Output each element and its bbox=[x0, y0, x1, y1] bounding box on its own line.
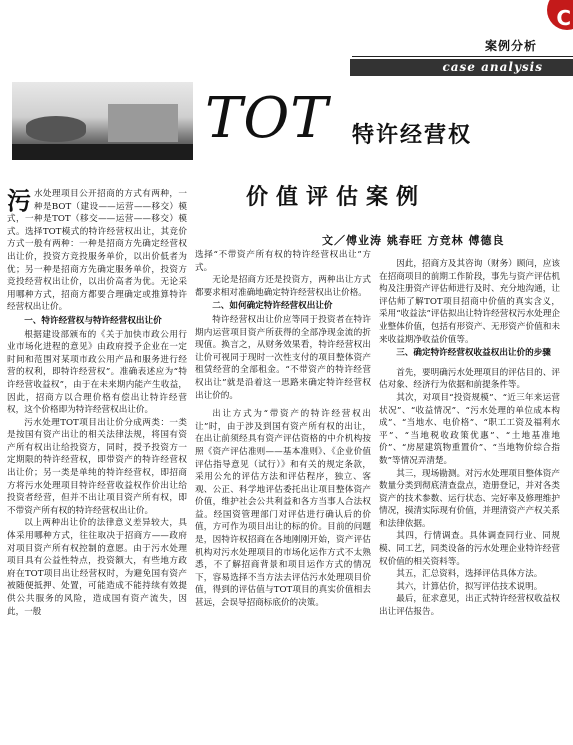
paragraph: 无论是招商方还是投资方，两种出让方式都要求相对准确地确定特许经营权出让价格。 bbox=[195, 275, 371, 298]
paragraph: 根据建设部颁布的《关于加快市政公用行业市场化进程的意见》由政府授予企业在一定时间和范围对某项市政公用产品和服务进行经营的权利，即特许经营权”。准确表述应为“特许经营收益权”，由于在未来期内能产生收益，因此，招商方以合理价格有偿出让特许经营权，这个价格即为特许经营权出让价。 bbox=[7, 329, 187, 416]
paragraph: 水处理项目公开招商的方式有两种，一种是BOT（建设——运营——移交）模式，一种是TOT（移交——运营——移交）模式。选择TOT模式的特许经营权出让，其竞价方式一般有两种：一种是招商方先确定经营权出让价，投资方竞投服务单价，以出价低者为优；另一种是招商方先确定服务单价，投资方竞投经营权出让价，以出价高者为优。无论采用哪种方式，招商方都要合理确定或推算特许经营权出让价。 bbox=[7, 189, 187, 313]
article-title-main: TOT bbox=[205, 86, 329, 151]
section-heading: 一、特许经营权与特许经营权出让价 bbox=[24, 315, 162, 326]
section-rule bbox=[352, 56, 573, 57]
text-column-1 bbox=[7, 188, 187, 618]
section-heading: 二、如何确定特许经营权出让价 bbox=[212, 301, 333, 312]
photo-ground bbox=[12, 144, 193, 160]
paragraph: 其三，现场勘测。对污水处理项目整体资产数量分类到彻底清查盘点，造册登记，并对各类资产的技术参数、运行状态、完好率及修理维护情况，摸清实际现有价值，并理清资产产权关系和法律依据。 bbox=[379, 468, 560, 529]
drop-cap: 污 bbox=[7, 187, 31, 215]
paragraph: 其五，汇总资料，选择评估具体方法。 bbox=[396, 569, 543, 580]
section-label: 案例分析 bbox=[484, 39, 537, 53]
text-column-2 bbox=[195, 249, 371, 610]
paragraph: 最后，征求意见，出正式特许经营权收益权出让评估报告。 bbox=[379, 594, 560, 618]
paragraph: 以上两种出让价的法律意义差异较大，具体采用哪种方式，往往取决于招商方——政府对项目资产所有权控制的意愿。由于污水处理项目具有公益性特点，投资额大，有些地方政府在TOT项目出让经营权时，为避免国有资产被随便抵押、处置，可能造成不能持续有效提供公共服务的风险，造成国有资产流失，因此，一般 bbox=[7, 518, 187, 617]
paragraph: 首先，要明确污水处理项目的评估目的、评估对象、经济行为依据和前提条件等。 bbox=[379, 367, 560, 391]
article-authors: 文／傅业涛 姚春旺 方竞林 傅德良 bbox=[322, 234, 505, 247]
photo-building bbox=[108, 104, 178, 142]
corner-letter-icon: C bbox=[556, 6, 571, 30]
photo-tank bbox=[26, 116, 86, 142]
article-subtitle: 价值评估案例 bbox=[246, 185, 427, 210]
section-heading: 三、确定特许经营权收益权出让价的步骤 bbox=[396, 348, 551, 359]
paragraph: 出让方式为“带资产的特许经营权出让”时，由于涉及到国有资产所有权的出让，在出让前须经具有资产评估资格的中介机构按照《资产评估准则——基本准则》、《企业价值评估指导意见（试行）》和有关的规定条款，采用公允的评估方法和评估程序，独立、客观、公正、科学地评估委托出让项目整体资产价值，维护社会公共利益和各方当事人合法权益。经国资管理部门对评估进行确认后的价值，方可作为项目出让的标的价。目前的问题是，因特许权招商在各地刚刚开始，资产评估机构对污水处理项目的市场化运作方式不太熟悉，不了解招商背景和项目运作方式的情况下，容易选择不当方法去评估污水处理项目价值，得到的评估值与TOT项目的真实价值相去甚远，会误导招商标底价的决策。 bbox=[195, 409, 371, 609]
paragraph: 其六，计算估价，拟写评估技术说明。 bbox=[396, 581, 543, 592]
article-photo bbox=[12, 82, 193, 160]
article-title-rest: 特许经营权 bbox=[352, 123, 473, 148]
paragraph: 特许经营权出让价应等同于投资者在特许期内运营项目资产所获得的全部净现金流的折现值。换言之，从财务效果看，特许经营权出让价可视同于现时一次性支付的项目整体资产租赁经营的全部租金。“不带资产的特许经营权出让”就是沿着这一思路来确定特许经营权出让价的。 bbox=[195, 314, 371, 401]
paragraph: 其次，对项目“投资规模”、“近三年来运营状况”、“收益情况”、“污水处理的单位成本构成”、“当地水、电价格”、“职工工资及福利水平”、“当地税收政策优惠”、“土地基准地价”、“房屋建筑物重置价”、“当地物价综合指数”等情况弄清楚。 bbox=[379, 392, 560, 466]
paragraph: 选择“不带资产所有权的特许经营权出让”方式。 bbox=[195, 250, 371, 273]
text-column-3 bbox=[379, 258, 560, 619]
paragraph: 因此，招商方及其咨询（财务）顾问，应该在招商项目的前期工作阶段，事先与资产评估机构及注册资产评估师进行及时、充分地沟通，让评估师了解TOT项目招商中价值的真实含义，采用“收益法”评估拟出让特许经营权污水处理企业整体价值，包括有形资产、无形资产价值和未来收益期净收益价值等。 bbox=[379, 259, 560, 345]
paragraph: 污水处理TOT项目出让价分成两类：一类是按国有资产出让的相关法律法规，将国有资产所有权出让给投资方，同时，授予投资方一定期限的特许经营权，即带资产的特许经营权出让价；另一类是单纯的特许经营权，即招商方将污水处理项目特许经营收益权作价出让给投资者经营，但并不出让项目资产所有权，即不带资产所有权的特许经营权出让价。 bbox=[7, 417, 187, 516]
paragraph: 其四，行情调查。具体调查同行业、同规模、同工艺，同类设备的污水处理企业特许经营权价值的相关资料等。 bbox=[379, 531, 560, 567]
section-label-en: case analysis bbox=[442, 60, 543, 74]
